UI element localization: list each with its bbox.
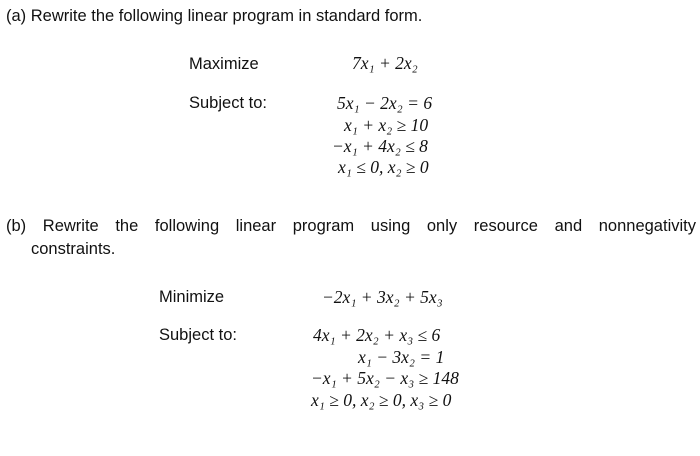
part-b-objective-label: Minimize bbox=[159, 288, 225, 306]
part-b-prompt-line1: (b) Rewrite the following linear program using only resource and nonnegativity bbox=[6, 217, 696, 235]
part-b-constraint-1: 4x₁ + 2x₂ + x₃ ≤ 6 bbox=[313, 325, 441, 345]
part-b-constraints-label: Subject to: bbox=[159, 326, 237, 344]
part-b-constraint-4: x₁ ≥ 0, x₂ ≥ 0, x₃ ≥ 0 bbox=[311, 390, 452, 410]
part-b-constraint-2: x₁ − 3x₂ = 1 bbox=[358, 347, 445, 367]
part-b-constraint-3: −x₁ + 5x₂ − x₃ ≥ 148 bbox=[311, 368, 459, 388]
part-b-prompt-line2: constraints. bbox=[31, 240, 116, 258]
part-a-constraints-label: Subject to: bbox=[189, 94, 267, 112]
part-a-objective-label: Maximize bbox=[189, 55, 259, 73]
part-a-constraint-3: −x₁ + 4x₂ ≤ 8 bbox=[332, 136, 428, 156]
part-a-prompt: (a) Rewrite the following linear program in standard form. bbox=[6, 7, 423, 25]
part-a-constraint-4: x₁ ≤ 0, x₂ ≥ 0 bbox=[338, 157, 429, 177]
part-a-objective: 7x₁ + 2x₂ bbox=[352, 53, 418, 73]
part-b-objective: −2x₁ + 3x₂ + 5x₃ bbox=[322, 287, 443, 307]
part-a-constraint-1: 5x₁ − 2x₂ = 6 bbox=[337, 93, 433, 113]
part-a-constraint-2: x₁ + x₂ ≥ 10 bbox=[344, 115, 429, 135]
